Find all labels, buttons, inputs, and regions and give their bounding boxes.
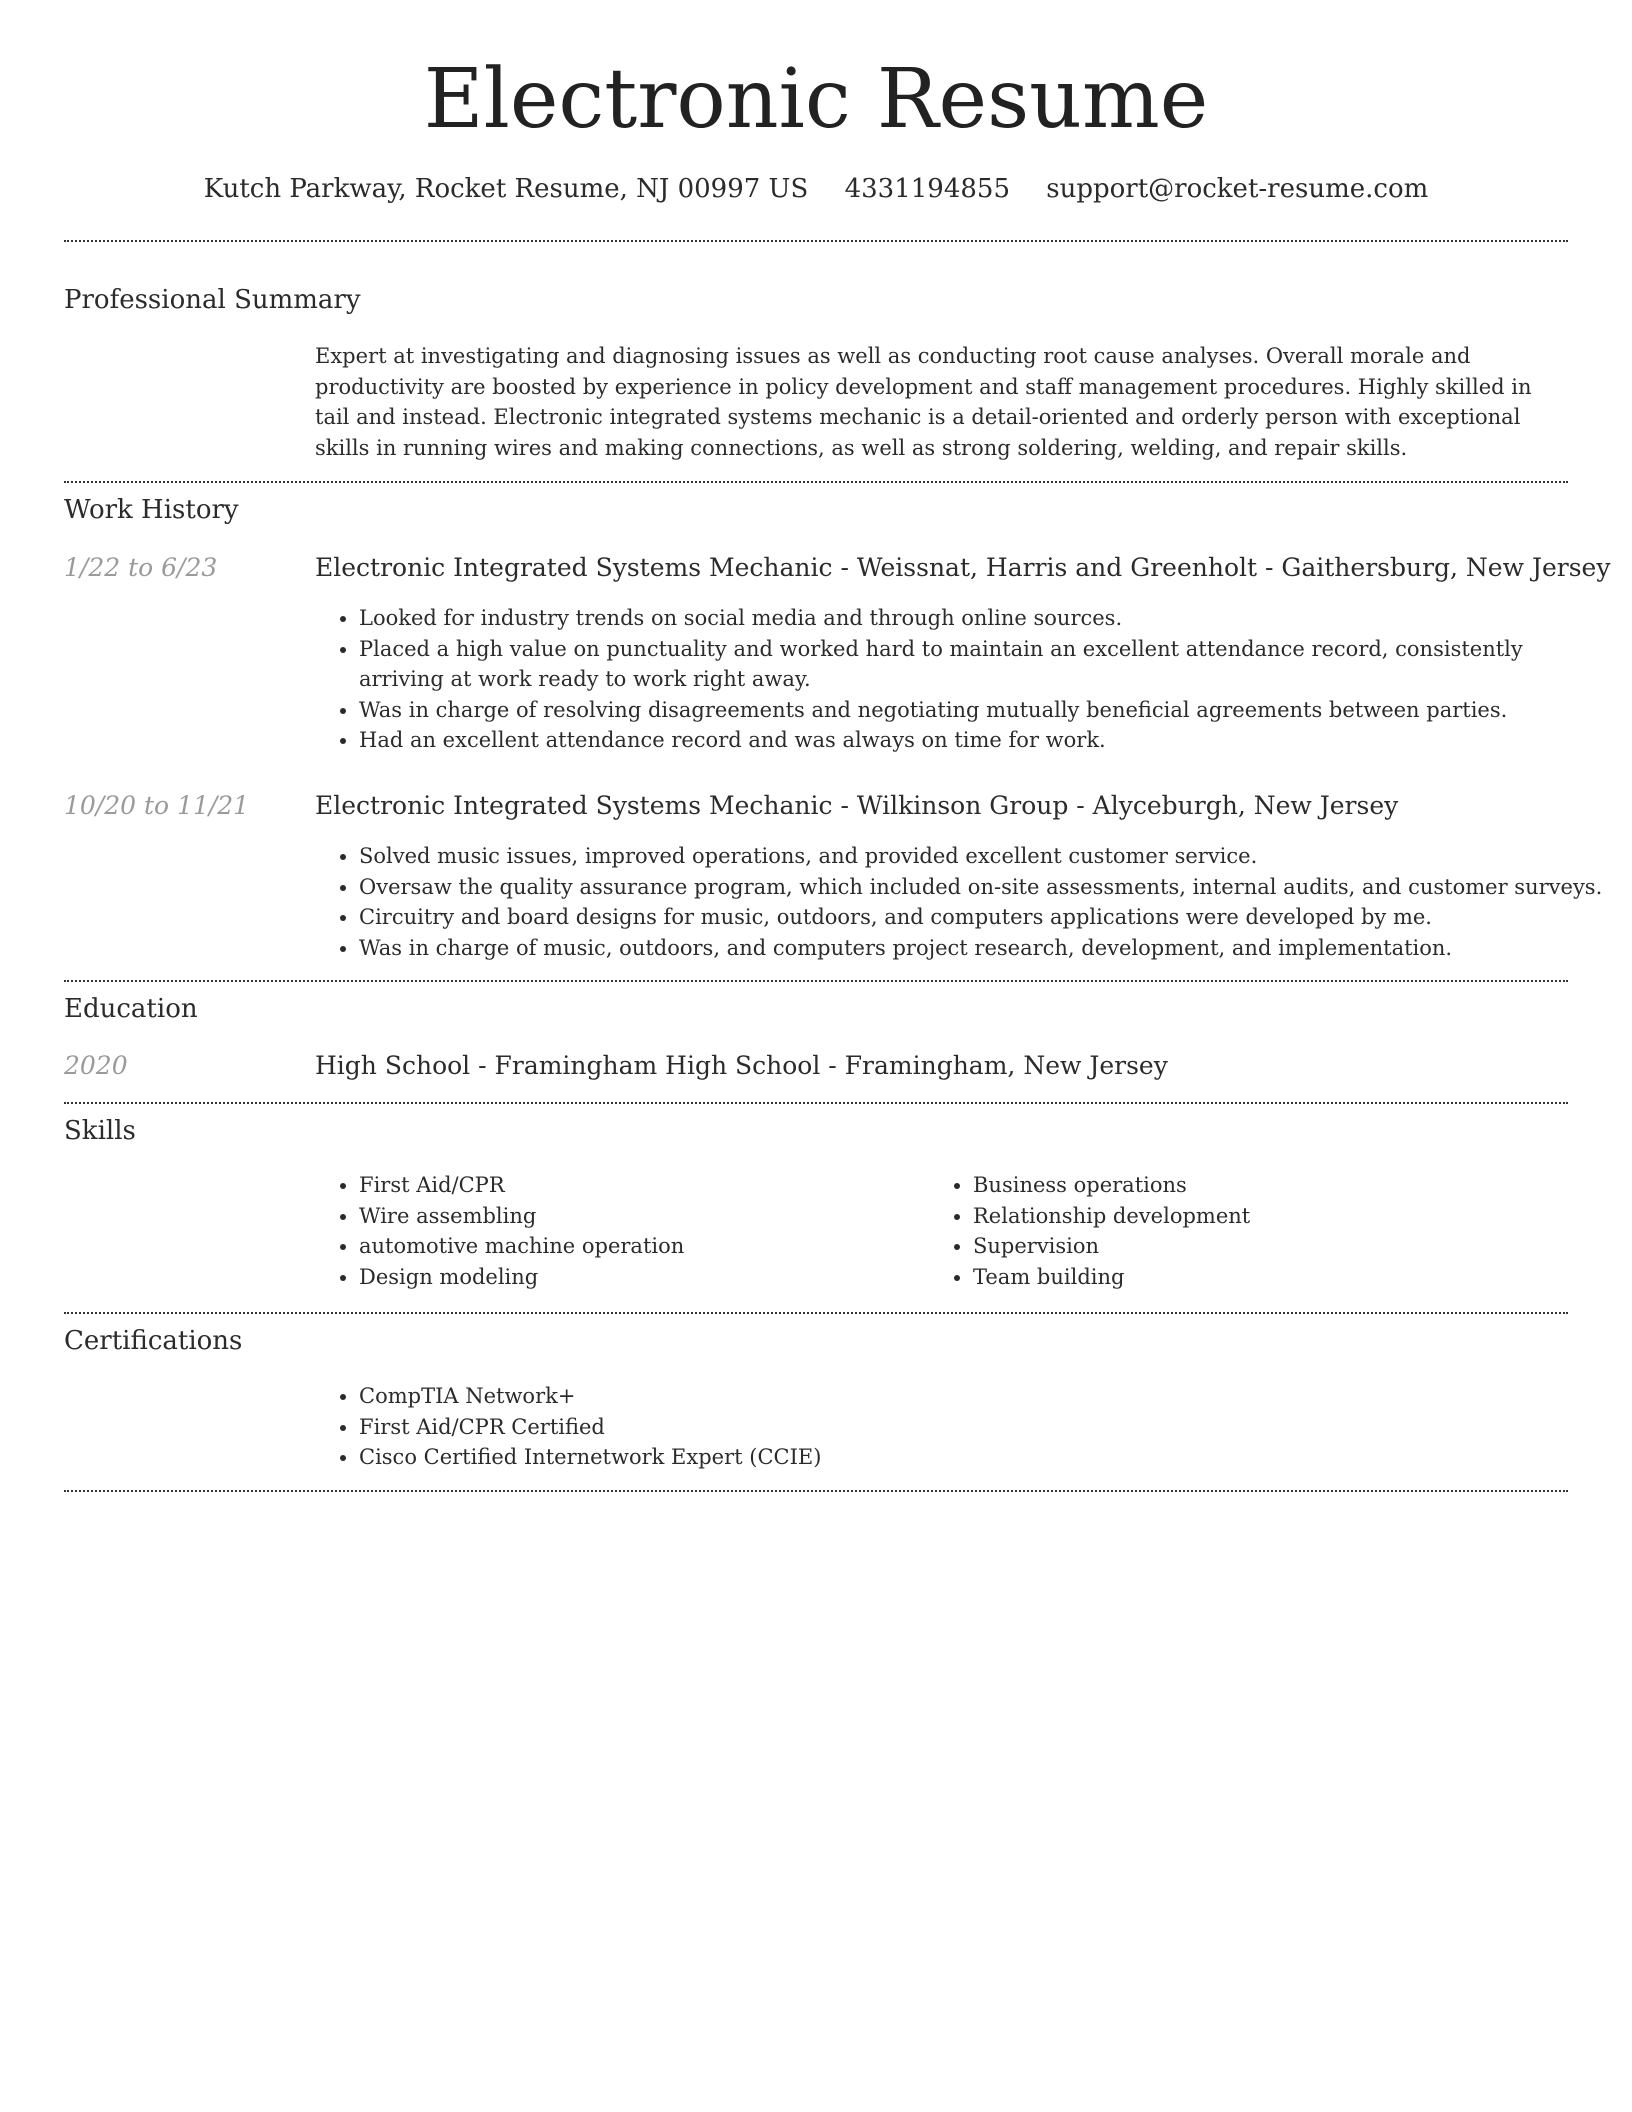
- list-item: • Design modeling: [359, 1262, 959, 1293]
- job-title: Electronic Integrated Systems Mechanic - Wilkinson Group - Alyceburgh, New Jersey: [315, 791, 1399, 820]
- list-item: • Placed a high value on punctuality and worked hard to maintain an excellent attendance record, consistently arriving at work ready to work right away.: [359, 634, 1609, 695]
- list-item: • Business operations: [973, 1170, 1573, 1201]
- job-dates: 1/22 to 6/23: [64, 553, 218, 582]
- job-title: Electronic Integrated Systems Mechanic - Weissnat, Harris and Greenholt - Gaithersburg, New Jersey: [315, 553, 1611, 582]
- list-item: • Oversaw the quality assurance program, which included on-site assessments, internal audits, and customer surveys.: [359, 872, 1609, 903]
- section-divider: [64, 240, 1568, 242]
- skills-list-left: [315, 1170, 959, 1292]
- contact-email: support@rocket-resume.com: [1046, 174, 1429, 204]
- contact-line: [0, 170, 1632, 208]
- section-divider: [64, 481, 1568, 483]
- contact-phone: 4331194855: [844, 174, 1010, 204]
- list-item: • Looked for industry trends on social media and through online sources.: [359, 603, 1609, 634]
- list-item: • First Aid/CPR Certified: [359, 1412, 1609, 1443]
- job-bullets: [315, 841, 1609, 963]
- job-dates: 10/20 to 11/21: [64, 791, 250, 820]
- section-divider: [64, 1312, 1568, 1314]
- list-item: • Supervision: [973, 1231, 1573, 1262]
- summary-text: Expert at investigating and diagnosing issues as well as conducting root cause analyses. Overall morale and productivity are boosted by experience in policy development and staff management procedures. Highly skilled in tail and instead. Electronic integrated systems mechanic is a detail-oriented and orderly person with exceptional skills in running wires and making connections, as well as strong soldering, welding, and repair skills.: [315, 344, 1532, 460]
- resume-title: Electronic Resume: [423, 52, 1209, 147]
- section-divider: [64, 1102, 1568, 1104]
- job-bullets: [315, 603, 1609, 756]
- list-item: • Was in charge of music, outdoors, and computers project research, development, and implementation.: [359, 933, 1609, 964]
- skills-list-right: [929, 1170, 1573, 1292]
- list-item: • Wire assembling: [359, 1201, 959, 1232]
- section-divider: [64, 980, 1568, 982]
- contact-address: Kutch Parkway, Rocket Resume, NJ 00997 US: [203, 174, 809, 204]
- list-item: • Had an excellent attendance record and was always on time for work.: [359, 725, 1609, 756]
- list-item: • Relationship development: [973, 1201, 1573, 1232]
- section-heading-education: Education: [64, 994, 198, 1024]
- section-heading-work-history: Work History: [64, 495, 239, 525]
- certifications-list: [315, 1381, 1609, 1473]
- list-item: • Circuitry and board designs for music, outdoors, and computers applications were developed by me.: [359, 902, 1609, 933]
- list-item: • Was in charge of resolving disagreements and negotiating mutually beneficial agreements between parties.: [359, 695, 1609, 726]
- list-item: • Cisco Certified Internetwork Expert (CCIE): [359, 1442, 1609, 1473]
- section-divider: [64, 1490, 1568, 1492]
- list-item: • CompTIA Network+: [359, 1381, 1609, 1412]
- section-heading-summary: Professional Summary: [64, 285, 361, 315]
- section-heading-certifications: Certifications: [64, 1326, 243, 1356]
- section-heading-skills: Skills: [64, 1116, 136, 1146]
- education-entry: High School - Framingham High School - Framingham, New Jersey: [315, 1051, 1168, 1080]
- list-item: • automotive machine operation: [359, 1231, 959, 1262]
- list-item: • First Aid/CPR: [359, 1170, 959, 1201]
- list-item: • Solved music issues, improved operations, and provided excellent customer service.: [359, 841, 1609, 872]
- list-item: • Team building: [973, 1262, 1573, 1293]
- education-year: 2020: [64, 1051, 128, 1080]
